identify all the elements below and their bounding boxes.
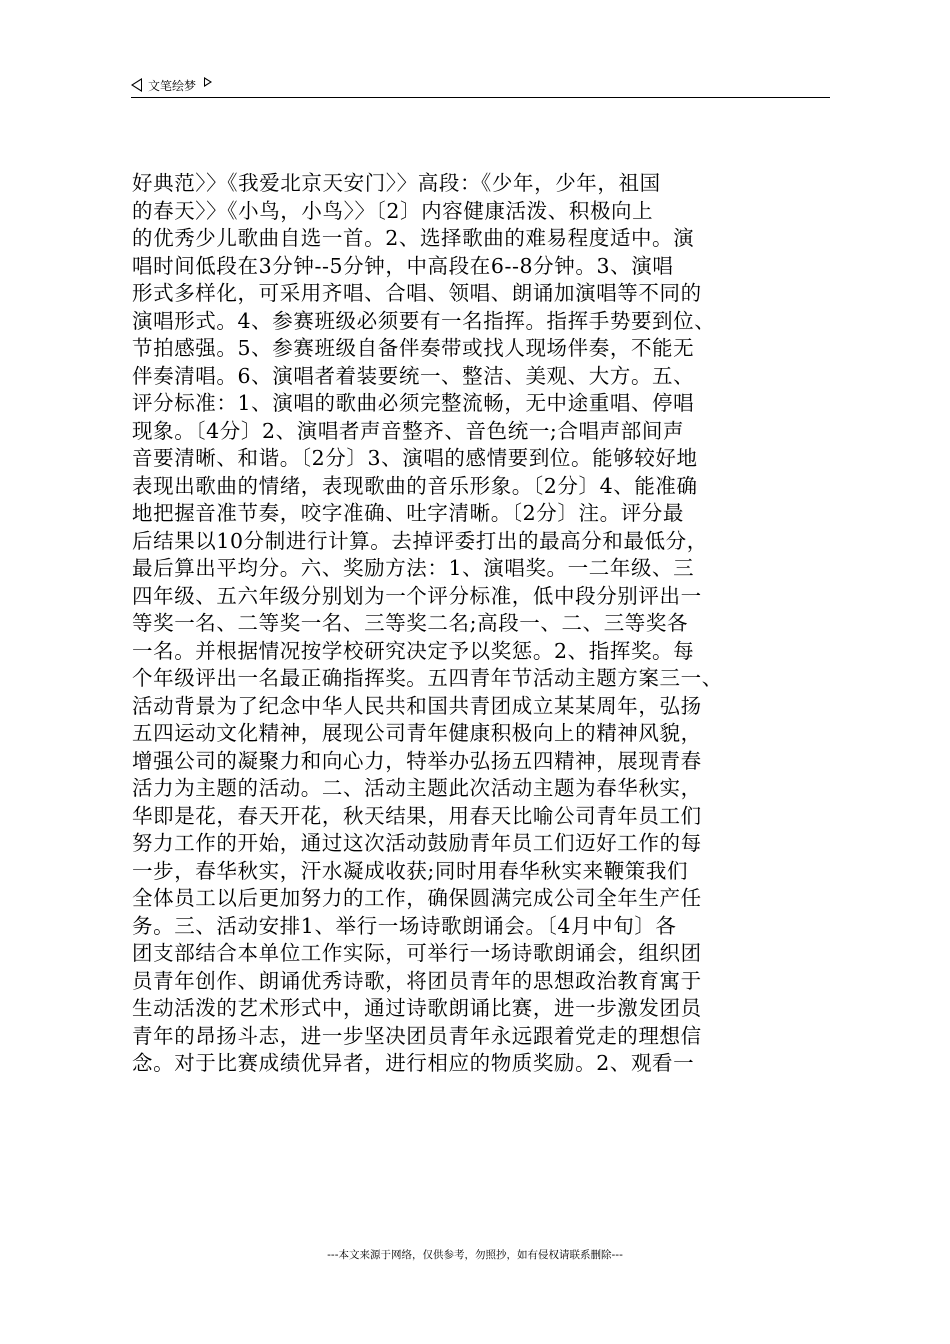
text-line: 华即是花，春天开花，秋天结果，用春天比喻公司青年员工们: [132, 803, 702, 828]
triangle-right-outline-icon: [204, 77, 212, 87]
text-line: 生动活泼的艺术形式中，通过诗歌朗诵比赛，进一步激发团员: [132, 996, 702, 1020]
text-line: 念。对于比赛成绩优异者，进行相应的物质奖励。2、观看一: [132, 1051, 695, 1075]
header-title: 文笔绘梦: [148, 78, 197, 93]
text-line: 音要清晰、和谐。〔2分〕3、演唱的感情要到位。能够较好地: [132, 446, 698, 470]
header-divider: [131, 97, 830, 98]
text-line: 个年级评出一名最正确指挥奖。五四青年节活动主题方案三一、: [132, 666, 723, 690]
text-line: 活力为主题的活动。二、活动主题此次活动主题为春华秋实，: [132, 776, 702, 800]
text-line: 一步，春华秋实，汗水凝成收获;同时用春华秋实来鞭策我们: [132, 858, 689, 883]
text-line: 伴奏清唱。6、演唱者着装要统一、整洁、美观、大方。五、: [132, 363, 695, 388]
text-line: 好典范〉〉《我爱北京天安门〉〉高段：《少年，少年，祖国: [132, 171, 661, 195]
triangle-left-outline-icon: [131, 78, 142, 92]
text-line: 一名。并根据情况按学校研究决定予以奖惩。2、指挥奖。每: [132, 638, 695, 663]
text-line: 努力工作的开始，通过这次活动鼓励青年员工们迈好工作的每: [132, 831, 702, 855]
text-line: 唱时间低段在3分钟--5分钟，中高段在6--8分钟。3、演唱: [132, 253, 674, 278]
text-line: 表现出歌曲的情绪，表现歌曲的音乐形象。〔2分〕4、能准确: [132, 473, 698, 498]
text-line: 活动背景为了纪念中华人民共和国共青团成立某某周年，弘扬: [132, 693, 702, 718]
text-line: 演唱形式。4、参赛班级必须要有一名指挥。指挥手势要到位、: [132, 308, 716, 333]
document-body: [132, 170, 832, 1078]
text-line: 的春天〉〉《小鸟，小鸟〉〉〔2〕内容健康活泼、积极向上: [132, 198, 654, 223]
text-line: 青年的昂扬斗志，进一步坚决团员青年永远跟着党走的理想信: [132, 1023, 702, 1048]
text-line: 员青年创作、朗诵优秀诗歌，将团员青年的思想政治教育寓于: [132, 968, 702, 993]
page-footer: ---本文来源于网络，仅供参考，勿照抄，如有侵权请联系删除---: [327, 1249, 623, 1261]
text-line: 四年级、五六年级分别划为一个评分标准，低中段分别评出一: [132, 583, 702, 608]
text-line: 团支部结合本单位工作实际，可举行一场诗歌朗诵会，组织团: [132, 941, 702, 965]
text-line: 全体员工以后更加努力的工作，确保圆满完成公司全年生产任: [132, 886, 702, 910]
page-header: [131, 74, 212, 96]
text-line: 地把握音准节奏，咬字准确、吐字清晰。〔2分〕注。评分最: [132, 501, 684, 525]
text-line: 等奖一名、二等奖一名、三等奖二名;高段一、二、三等奖各: [132, 611, 689, 635]
text-line: 务。三、活动安排1、举行一场诗歌朗诵会。〔4月中旬〕各: [132, 913, 677, 938]
text-line: 形式多样化，可采用齐唱、合唱、领唱、朗诵加演唱等不同的: [132, 281, 702, 305]
text-line: 后结果以10分制进行计算。去掉评委打出的最高分和最低分，: [132, 528, 708, 553]
text-line: 节拍感强。5、参赛班级自备伴奏带或找人现场伴奏，不能无: [132, 336, 695, 360]
text-line: 增强公司的凝聚力和向心力，特举办弘扬五四精神，展现青春: [132, 748, 702, 773]
text-line: 的优秀少儿歌曲自选一首。2、选择歌曲的难易程度适中。演: [132, 226, 695, 250]
text-line: 现象。〔4分〕2、演唱者声音整齐、音色统一;合唱声部间声: [132, 418, 685, 443]
text-line: 最后算出平均分。六、奖励方法：1、演唱奖。一二年级、三: [132, 556, 695, 580]
text-line: 五四运动文化精神，展现公司青年健康积极向上的精神风貌，: [132, 721, 702, 745]
text-line: 评分标准：1、演唱的歌曲必须完整流畅，无中途重唱、停唱: [132, 391, 695, 415]
